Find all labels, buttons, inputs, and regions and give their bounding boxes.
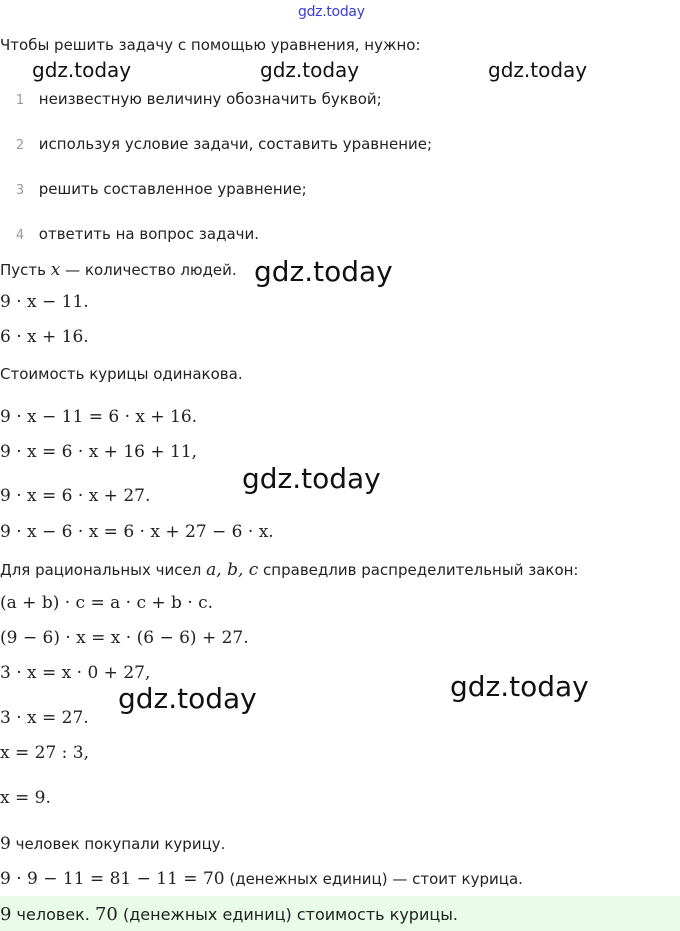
let-variable: x: [50, 260, 61, 280]
list-item: [12, 135, 432, 153]
list-item: [12, 225, 259, 243]
answer-text-end: (денежных единиц) стоимость курицы.: [117, 905, 458, 924]
distributive-law: (a + b) · c = a · c + b · c.: [0, 593, 214, 613]
cost-expression: 9 · 9 − 11 = 81 − 11 = 70: [0, 869, 225, 889]
list-item: [12, 180, 307, 198]
equation-2: 9 · x = 6 · x + 16 + 11,: [0, 442, 198, 462]
people-text: человек покупали курицу.: [10, 835, 226, 853]
answer-number-people: 9: [0, 904, 12, 925]
watermark-row-3: gdz.today: [488, 58, 588, 82]
expression-1: 9 · x − 11.: [0, 292, 89, 312]
list-item-text: решить составленное уравнение;: [38, 180, 307, 198]
answer-number-cost: 70: [94, 904, 118, 925]
list-item: [12, 90, 382, 108]
equation-6: 3 · x = x · 0 + 27,: [0, 663, 151, 683]
equation-1: 9 · x − 11 = 6 · x + 16.: [0, 407, 198, 427]
expression-2: 6 · x + 16.: [0, 327, 89, 347]
law-suffix: справедлив распределительный закон:: [258, 561, 579, 579]
let-suffix: — количество людей.: [60, 261, 237, 279]
watermark-low-1: gdz.today: [118, 682, 257, 715]
let-statement: [0, 260, 237, 280]
people-number: 9: [0, 834, 11, 854]
answer-line: [0, 904, 458, 925]
list-item-text: используя условие задачи, составить уравнение;: [38, 135, 433, 153]
equation-4: 9 · x − 6 · x = 6 · x + 27 − 6 · x.: [0, 522, 274, 542]
people-statement: [0, 834, 225, 854]
list-item-number: 2: [15, 138, 25, 153]
list-item-text: неизвестную величину обозначить буквой;: [38, 90, 382, 108]
watermark-low-2: gdz.today: [450, 670, 589, 703]
answer-text-mid: человек.: [11, 905, 95, 924]
list-item-number: 1: [15, 93, 25, 108]
equation-3: 9 · x = 6 · x + 27.: [0, 486, 151, 506]
law-prefix: Для рациональных чисел: [0, 561, 207, 579]
law-variables: a, b, c: [206, 560, 259, 580]
intro-text: Чтобы решить задачу с помощью уравнения, нужно:: [0, 36, 421, 54]
watermark-top: gdz.today: [298, 4, 365, 20]
equation-5: (9 − 6) · x = x · (6 − 6) + 27.: [0, 628, 249, 648]
same-cost-text: Стоимость курицы одинакова.: [0, 365, 243, 383]
law-statement: [0, 560, 578, 580]
watermark-mid-1: gdz.today: [254, 255, 393, 288]
watermark-row-2: gdz.today: [260, 58, 360, 82]
list-item-number: 4: [15, 228, 25, 243]
cost-statement: [0, 869, 523, 889]
equation-9: x = 9.: [0, 788, 51, 808]
list-item-text: ответить на вопрос задачи.: [38, 225, 260, 243]
cost-text: (денежных единиц) — стоит курица.: [224, 870, 523, 888]
equation-8: x = 27 : 3,: [0, 743, 90, 763]
list-item-number: 3: [15, 183, 25, 198]
watermark-mid-2: gdz.today: [242, 462, 381, 495]
equation-7: 3 · x = 27.: [0, 708, 89, 728]
watermark-row-1: gdz.today: [32, 58, 132, 82]
let-prefix: Пусть: [0, 261, 51, 279]
